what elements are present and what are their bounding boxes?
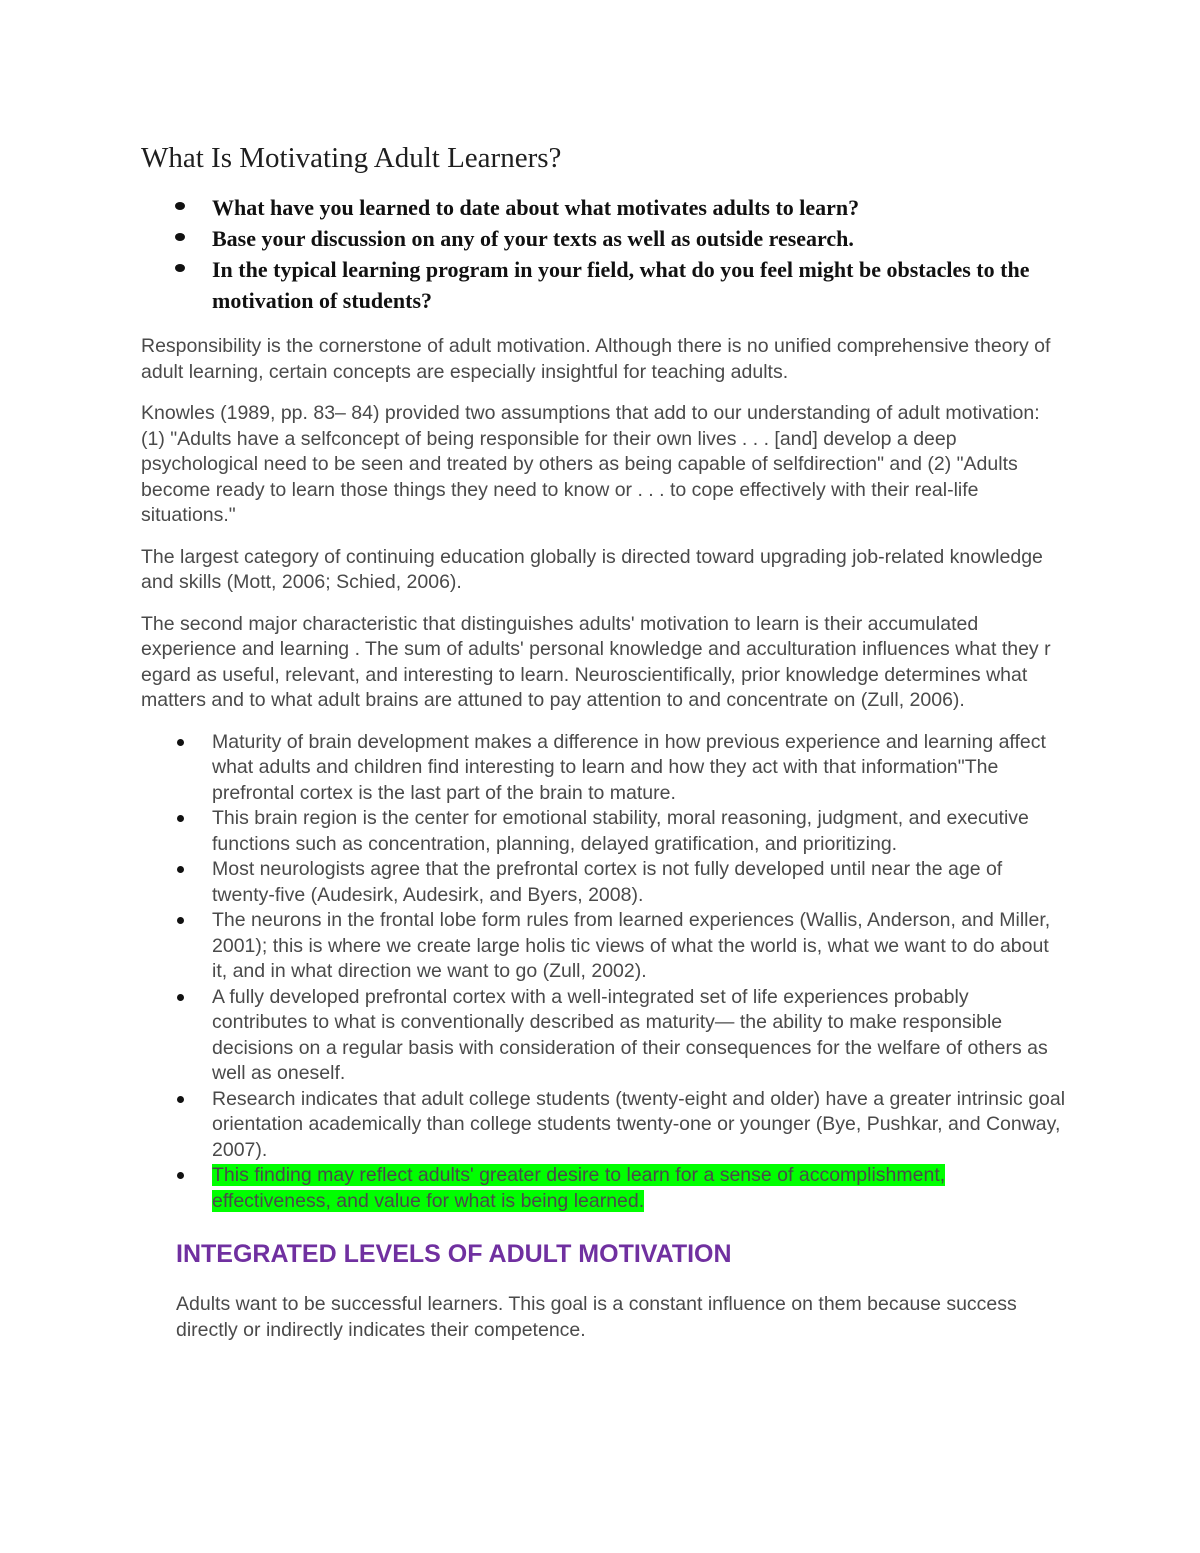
bullet-icon xyxy=(177,815,184,822)
highlighted-fact-item xyxy=(141,1163,1066,1214)
question-item xyxy=(141,254,1066,316)
body-paragraph: The largest category of continuing education globally is directed toward upgrading job-related knowledge and skills (Mott, 2006; Schied, 2006). xyxy=(141,545,1043,594)
page-title: What Is Motivating Adult Learners? xyxy=(141,142,562,174)
bullet-icon xyxy=(177,994,184,1001)
fact-text: A fully developed prefrontal cortex with a well-integrated set of life experiences probably contributes to what is conventionally described as maturity— the ability to make responsible decisions on a regular basis with consideration of their consequences for the welfare of others as well as oneself. xyxy=(212,985,1048,1085)
question-text: In the typical learning program in your field, xyxy=(212,257,640,283)
fact-text: The neurons in the frontal lobe form rules from learned experiences (Wallis, Anderson, and Miller, 2001); this is where we create large holis tic views of what the world is, what we want to do about it, and in what direction we want to go (Zull, 2002). xyxy=(212,909,1051,983)
question-list xyxy=(141,192,1066,316)
question-item xyxy=(141,223,1066,254)
body-paragraph: The second major characteristic that distinguishes adults' motivation to learn is their accumulated experience and learning . The sum of adults' personal knowledge and acculturation influences what they r egard as useful, relevant, and interesting to learn. Neuroscientifically, prior knowledge determines what matters and to what adult brains are attuned to pay attention to and concentrate on (Zull, 2006). xyxy=(141,612,1051,712)
fact-item xyxy=(141,908,1066,985)
fact-item xyxy=(141,730,1066,807)
fact-text: Research indicates that adult college students (twenty-eight and older) have a greater intrinsic goal orientation academically than college students twenty-one or younger (Bye, Pushkar, and Conway, 2007). xyxy=(212,1087,1066,1161)
fact-text: This brain region is the center for emotional stability, moral reasoning, judgment, and executive functions such as concentration, planning, delayed gratification, and prioritizing. xyxy=(212,807,1029,855)
body-paragraph: Knowles (1989, pp. 83– 84) provided two assumptions that add to our understanding of adult motivation: (1) "Adults have a selfconcept of being responsible for their own lives . . . [and] develop a deep psychological need to be seen and treated by others as being capable of selfdirection" and (2) "Adults become ready to learn those things they need to know or . . . to cope effectively with their real-life situations." xyxy=(141,402,1040,527)
body-paragraph: Responsibility is the cornerstone of adult motivation. Although there is no unified comprehensive theory of adult learning, certain concepts are especially insightful for teaching adults. xyxy=(141,335,1051,383)
bullet-icon xyxy=(177,917,184,924)
fact-text: Maturity of brain development makes a difference in how previous experience and learning affect what adults and children find interesting to learn and how they act with that information"The prefrontal cortex is the last part of the brain to mature. xyxy=(212,730,1046,804)
bullet-icon xyxy=(177,739,184,746)
bullet-icon xyxy=(177,1096,184,1103)
section-heading: INTEGRATED LEVELS OF ADULT MOTIVATION xyxy=(176,1240,732,1269)
fact-list xyxy=(141,730,1066,1215)
question-item xyxy=(141,192,1066,223)
fact-item xyxy=(141,857,1066,908)
bullet-icon xyxy=(175,202,185,210)
bullet-icon xyxy=(175,233,185,241)
highlighted-fact-text: This finding may reflect adults' greater desire to learn for a sense of accomplishment, effectiveness, and value for what is being learned. xyxy=(212,1164,946,1212)
closing-paragraph: Adults want to be successful learners. This goal is a constant influence on them because success directly or indirectly indicates their competence. xyxy=(176,1293,1017,1341)
fact-text: Most neurologists agree that the prefrontal cortex is not fully developed until near the age of twenty-five (Audesirk, Audesirk, and Byers, 2008). xyxy=(212,858,1003,906)
question-text: What have you learned to date about what motivates adults to learn? xyxy=(212,195,860,221)
fact-item xyxy=(141,985,1066,1087)
question-text-emphasis: what do you feel might be obstacles to the motivation of students? xyxy=(212,257,1030,314)
bullet-icon xyxy=(177,866,184,873)
bullet-icon xyxy=(175,264,185,272)
fact-item xyxy=(141,1087,1066,1164)
fact-item xyxy=(141,806,1066,857)
bullet-icon xyxy=(177,1172,184,1179)
document-content xyxy=(141,140,1066,1359)
question-text: Base your discussion on any of your texts as well as outside research. xyxy=(212,226,854,252)
